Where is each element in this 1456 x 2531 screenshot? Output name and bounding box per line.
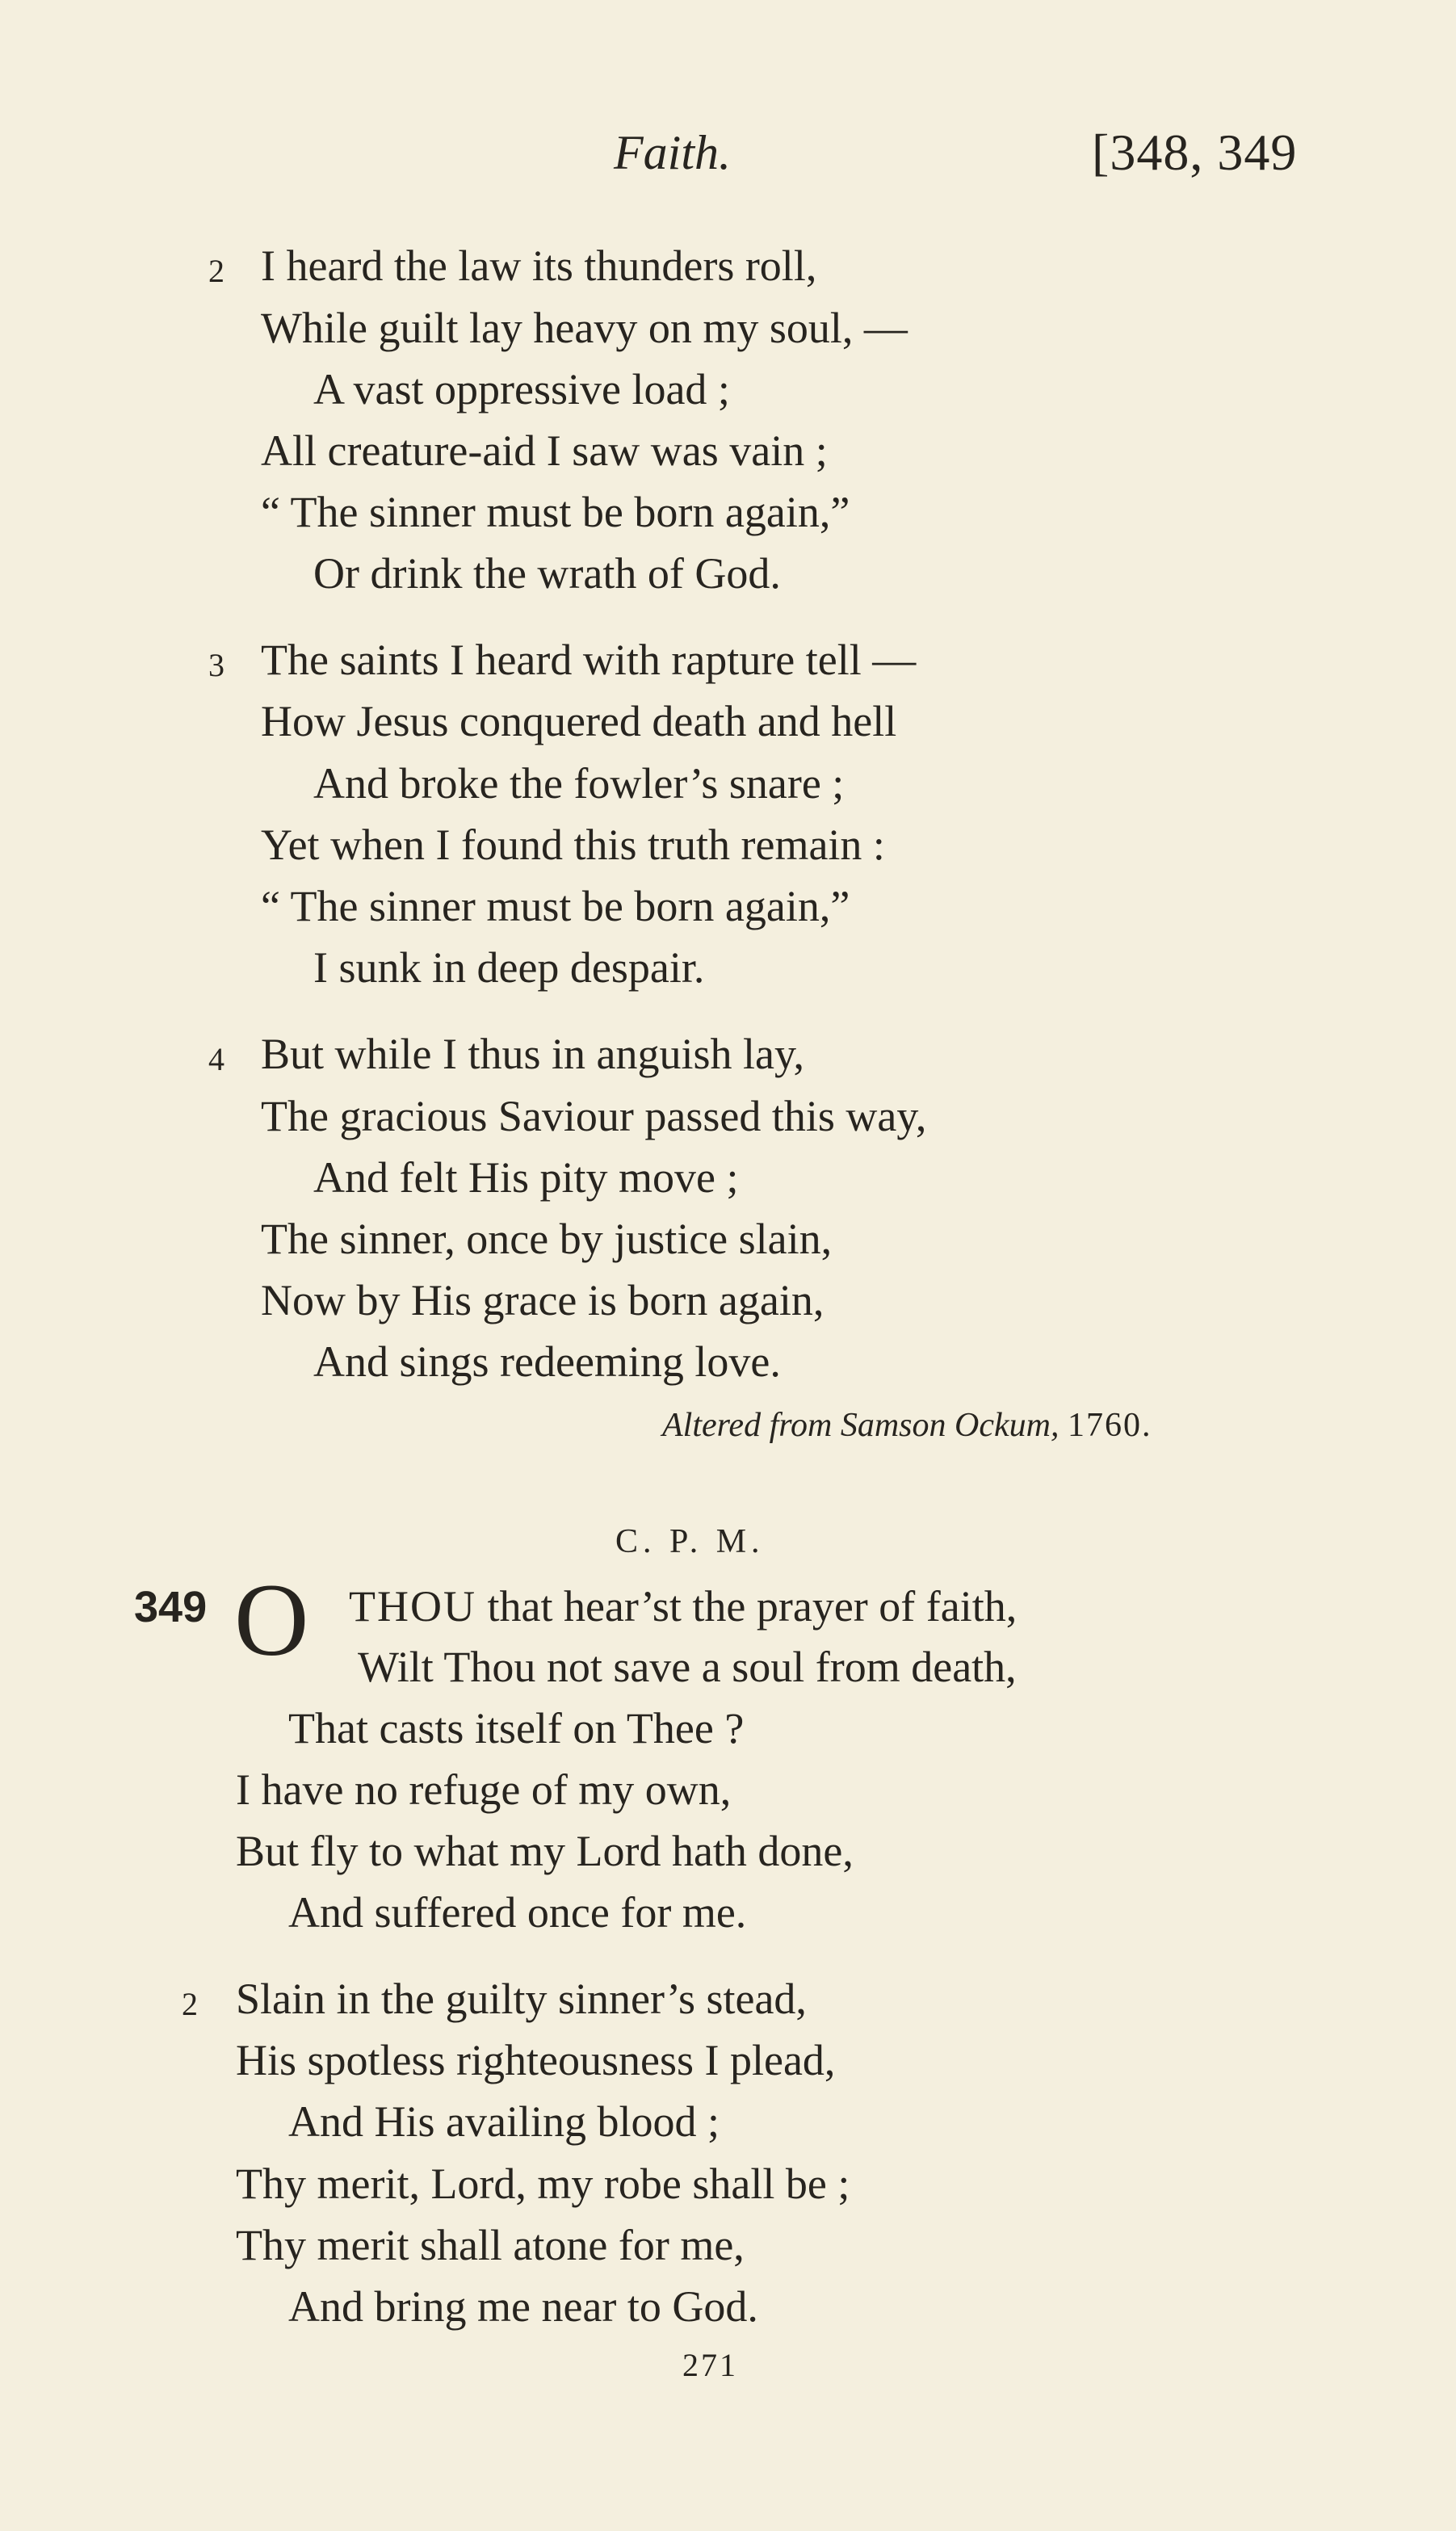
verse-line: While guilt lay heavy on my soul, — — [261, 304, 908, 352]
verse-line: Wilt Thou not save a soul from death, — [358, 1643, 1017, 1691]
meter-label: C. P. M. — [615, 1523, 765, 1560]
verse-line: All creature-aid I saw was vain ; — [261, 426, 828, 475]
verse-line: I heard the law its thunders roll, — [261, 241, 817, 290]
verse-number: 4 — [208, 1041, 224, 1077]
hymn-range: [348, 349 — [1092, 124, 1298, 181]
verse-line: And sings redeeming love. — [313, 1337, 781, 1386]
verse-line: Thy merit shall atone for me, — [236, 2221, 745, 2269]
verse-line: And broke the fowler’s snare ; — [313, 759, 845, 808]
verse-number: 3 — [208, 647, 224, 683]
verse-line: But fly to what my Lord hath done, — [236, 1827, 854, 1875]
verse-line: Slain in the guilty sinner’s stead, — [236, 1975, 807, 2023]
verse-line: The sinner, once by justice slain, — [261, 1215, 833, 1263]
verse-line: And felt His pity move ; — [313, 1153, 739, 1202]
verse-line: Thy merit, Lord, my robe shall be ; — [236, 2160, 850, 2208]
verse-line: Or drink the wrath of God. — [313, 549, 781, 598]
page-number: 271 — [682, 2347, 738, 2383]
attribution-year: 1760. — [1067, 1407, 1152, 1444]
verse-line: And His availing blood ; — [288, 2097, 720, 2146]
verse-number: 2 — [208, 253, 224, 289]
attribution-author: Altered from Samson Ockum, — [662, 1407, 1059, 1444]
verse-line: The saints I heard with rapture tell — — [261, 636, 917, 684]
verse-number: 2 — [182, 1986, 198, 2022]
verse-line — [349, 1582, 1018, 1631]
first-line-rest: that hear’st the prayer of faith, — [487, 1582, 1018, 1631]
verse-line: I have no refuge of my own, — [236, 1765, 732, 1814]
hymn-attribution — [662, 1406, 1152, 1445]
verse-line: The gracious Saviour passed this way, — [261, 1092, 927, 1140]
hymn-number: 349 — [134, 1583, 208, 1631]
verse-line: His spotless righteousness I plead, — [236, 2036, 836, 2084]
first-word: THOU — [349, 1582, 476, 1631]
verse-line: A vast oppressive load ; — [313, 365, 730, 413]
verse-line: Now by His grace is born again, — [261, 1276, 825, 1324]
verse-line: And suffered once for me. — [288, 1888, 747, 1937]
verse-line: That casts itself on Thee ? — [288, 1704, 745, 1752]
running-title: Faith. — [614, 126, 731, 179]
drop-cap: O — [234, 1563, 309, 1677]
verse-line: Yet when I found this truth remain : — [261, 821, 885, 869]
verse-line: “ The sinner must be born again,” — [261, 882, 850, 930]
verse-line: “ The sinner must be born again,” — [261, 488, 850, 536]
verse-line: But while I thus in anguish lay, — [261, 1030, 804, 1078]
verse-line: And bring me near to God. — [288, 2282, 758, 2331]
verse-line: I sunk in deep despair. — [313, 943, 705, 992]
verse-line: How Jesus conquered death and hell — [261, 697, 897, 745]
